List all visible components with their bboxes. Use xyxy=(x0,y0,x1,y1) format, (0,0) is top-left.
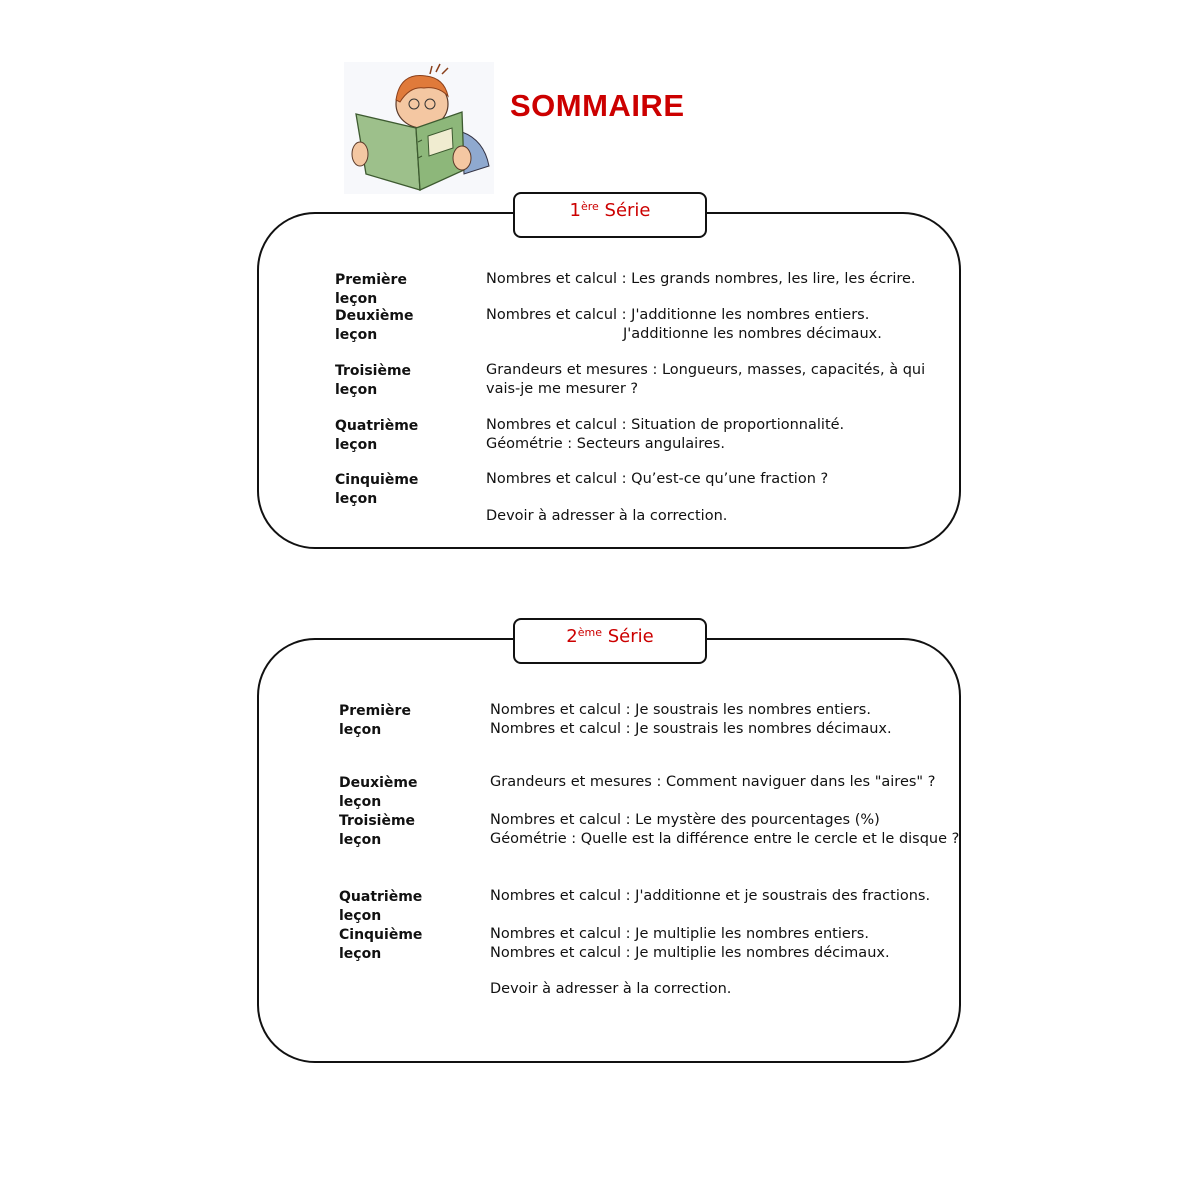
page-title: SOMMAIRE xyxy=(510,88,685,123)
lesson-name: Première leçon xyxy=(335,272,407,307)
lesson-content: Nombres et calcul : Situation de proportionnalité. Géométrie : Secteurs angulaires. xyxy=(486,417,845,452)
series-number: 1 xyxy=(569,200,581,221)
lesson-content: Nombres et calcul : Qu’est-ce qu’une fraction ? xyxy=(486,471,829,487)
lesson-name: Deuxième leçon xyxy=(339,775,418,810)
series-2-label xyxy=(513,618,707,664)
series-word: Série xyxy=(607,626,654,647)
series-suffix: ème xyxy=(577,626,602,639)
lesson-content: Nombres et calcul : Les grands nombres, les lire, les écrire. xyxy=(486,271,916,287)
lesson-content: Grandeurs et mesures : Longueurs, masses, capacités, à qui vais-je me mesurer ? xyxy=(486,362,926,397)
lesson-content: Nombres et calcul : Le mystère des pourcentages (%) Géométrie : Quelle est la différence entre le cercle et le disque ? xyxy=(490,812,960,847)
boy-reading-book-icon xyxy=(344,62,494,194)
lesson-name: Cinquième leçon xyxy=(335,472,419,507)
lesson-content: Nombres et calcul : Je multiplie les nombres entiers. Nombres et calcul : Je multiplie les nombres décimaux. xyxy=(490,926,890,961)
lesson-name: Troisième leçon xyxy=(339,813,416,848)
lesson-name: Première leçon xyxy=(339,703,411,738)
series-1-label xyxy=(513,192,707,238)
lesson-content: Nombres et calcul : Je soustrais les nombres entiers. Nombres et calcul : Je soustrais les nombres décimaux. xyxy=(490,702,892,737)
boy-reading-illustration xyxy=(344,62,494,194)
series-number: 2 xyxy=(566,626,578,647)
lesson-name: Quatrième leçon xyxy=(339,889,423,924)
lesson-name: Deuxième leçon xyxy=(335,308,414,343)
series-suffix: ère xyxy=(580,200,599,213)
series-2-footer: Devoir à adresser à la correction. xyxy=(490,981,732,997)
series-1-footer: Devoir à adresser à la correction. xyxy=(486,508,728,524)
lesson-name: Troisième leçon xyxy=(335,363,412,398)
lesson-content: Grandeurs et mesures : Comment naviguer dans les "aires" ? xyxy=(490,774,936,790)
lesson-content: Nombres et calcul : J'additionne les nombres entiers. J'additionne les nombres décimaux. xyxy=(486,307,882,342)
lesson-name: Cinquième leçon xyxy=(339,927,423,962)
lesson-name: Quatrième leçon xyxy=(335,418,419,453)
series-word: Série xyxy=(604,200,651,221)
lesson-content: Nombres et calcul : J'additionne et je soustrais des fractions. xyxy=(490,888,931,904)
